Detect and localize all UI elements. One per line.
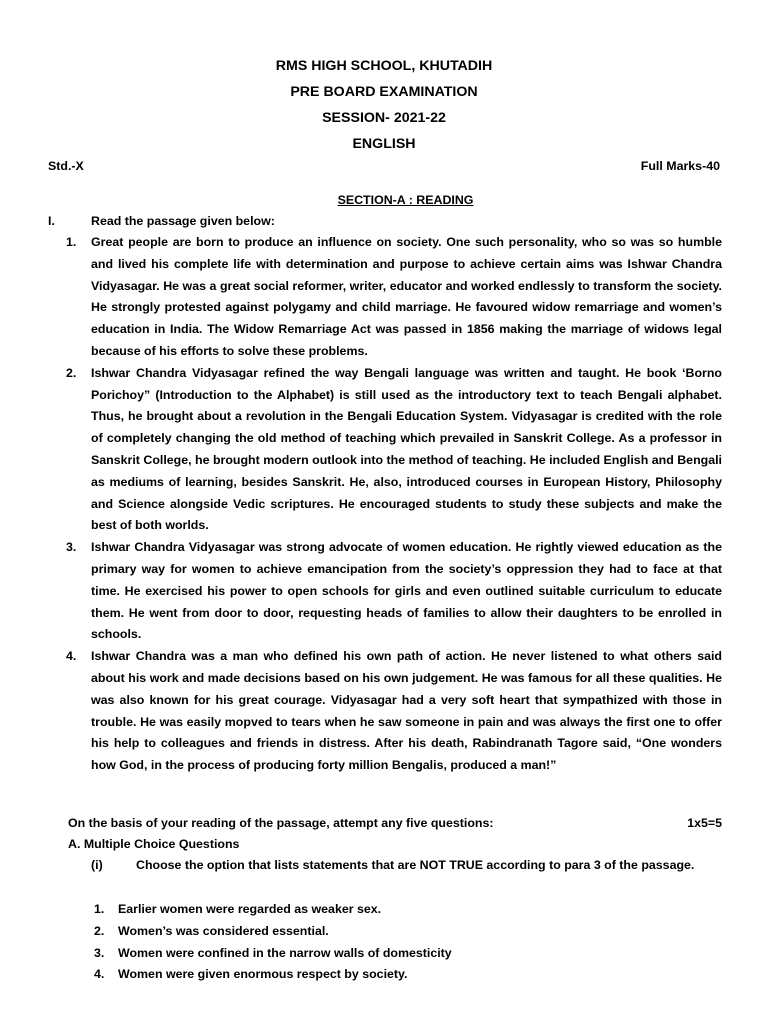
mcq-heading: A. Multiple Choice Questions — [68, 837, 240, 851]
session-label: SESSION- 2021-22 — [322, 110, 446, 126]
answer-option — [91, 943, 452, 965]
exam-header — [0, 53, 768, 157]
answer-option — [91, 899, 452, 921]
answer-option — [91, 921, 452, 943]
paragraph-number: 2. — [66, 365, 77, 380]
paragraph-text: Great people are born to produce an influence on society. One such personality, who so was so humble and lived his complete life with determination and purpose to achieve certain aims was Ishwar Chandra Vidyasagar. He was a great social reformer, writer, educator and worked endlessly to transform the society. He strongly protested against polygamy and child marriage. He favoured widow remarriage and women’s education in India. The Widow Remarriage Act was passed in 1856 making the marriage of widows legal because of his efforts to solve these problems. — [91, 235, 722, 358]
option-text: Earlier women were regarded as weaker sex. — [118, 902, 382, 916]
paragraph-text: Ishwar Chandra Vidyasagar refined the way Bengali language was written and taught. He book ‘Borno Porichoy” (Introduction to the Alphabet) is still used as the introductory text to teach Bengali alphabet. Thus, he brought about a revolution in the Bengali Education System. Vidyasagar is credited with the role of completely changing the old method of teaching which prevailed in Sanskrit College. As a professor in Sanskrit College, he brought modern outlook into the method of teaching. He included English and Bengali as mediums of learning, besides Sanskrit. He, also, introduced courses in European History, Philosophy and Science alongside Vedic scriptures. He encouraged students to study these subjects and make the best of both worlds. — [91, 365, 722, 533]
paragraph-text: Ishwar Chandra was a man who defined his own path of action. He never listened to what others said about his work and made decisions based on his own judgement. He was famous for all these qualities. He was also known for his great courage. Vidyasagar had a very soft heart that sympathized with those in trouble. He was easily mopved to tears when he saw someone in pain and was always the first one to offer his help to colleagues and friends in distress. After his death, Rabindranath Tagore said, “One wonders how God, in the process of producing forty million Bengalis, produced a man!” — [91, 649, 722, 773]
option-number: 3. — [94, 945, 105, 960]
answer-options — [91, 899, 452, 986]
sub-question-text: Choose the option that lists statements that are NOT TRUE according to para 3 of the passage. — [136, 858, 695, 872]
marks-allocation: 1x5=5 — [687, 816, 722, 830]
passage-paragraph — [66, 646, 722, 777]
option-number: 2. — [94, 923, 105, 938]
option-number: 4. — [94, 967, 105, 982]
question-instruction: Read the passage given below: — [91, 214, 275, 228]
attempt-instruction — [68, 813, 722, 835]
option-number: 1. — [94, 902, 105, 916]
answer-option — [91, 964, 452, 986]
subject-label: ENGLISH — [352, 136, 416, 152]
option-text: Women’s was considered essential. — [118, 923, 329, 938]
paragraph-number: 1. — [66, 235, 77, 249]
full-marks-label: Full Marks-40 — [640, 159, 720, 173]
school-name: RMS HIGH SCHOOL, KHUTADIH — [275, 58, 493, 74]
standard-label: Std.-X — [48, 159, 84, 173]
paragraph-text: Ishwar Chandra Vidyasagar was strong advocate of women education. He rightly viewed education as the primary way for women to achieve emancipation from the society’s oppression they had to face at that time. He exercised his power to open schools for girls and even outlined suitable curriculum to educate them. He went from door to door, requesting heads of families to allow their daughters to be enrolled in schools. — [91, 540, 722, 642]
paragraph-number: 4. — [66, 649, 77, 664]
passage-paragraph — [66, 232, 722, 363]
passage — [66, 232, 722, 777]
passage-paragraph — [66, 363, 722, 537]
passage-paragraph — [66, 537, 722, 646]
attempt-text: On the basis of your reading of the passage, attempt any five questions: — [68, 816, 494, 830]
option-text: Women were confined in the narrow walls of domesticity — [118, 945, 452, 960]
exam-title: PRE BOARD EXAMINATION — [290, 84, 478, 100]
paragraph-number: 3. — [66, 540, 77, 555]
question-number: I. — [48, 214, 55, 228]
section-title: SECTION-A : READING — [337, 193, 474, 207]
option-text: Women were given enormous respect by society. — [118, 967, 408, 982]
sub-question-number: (i) — [91, 858, 103, 872]
